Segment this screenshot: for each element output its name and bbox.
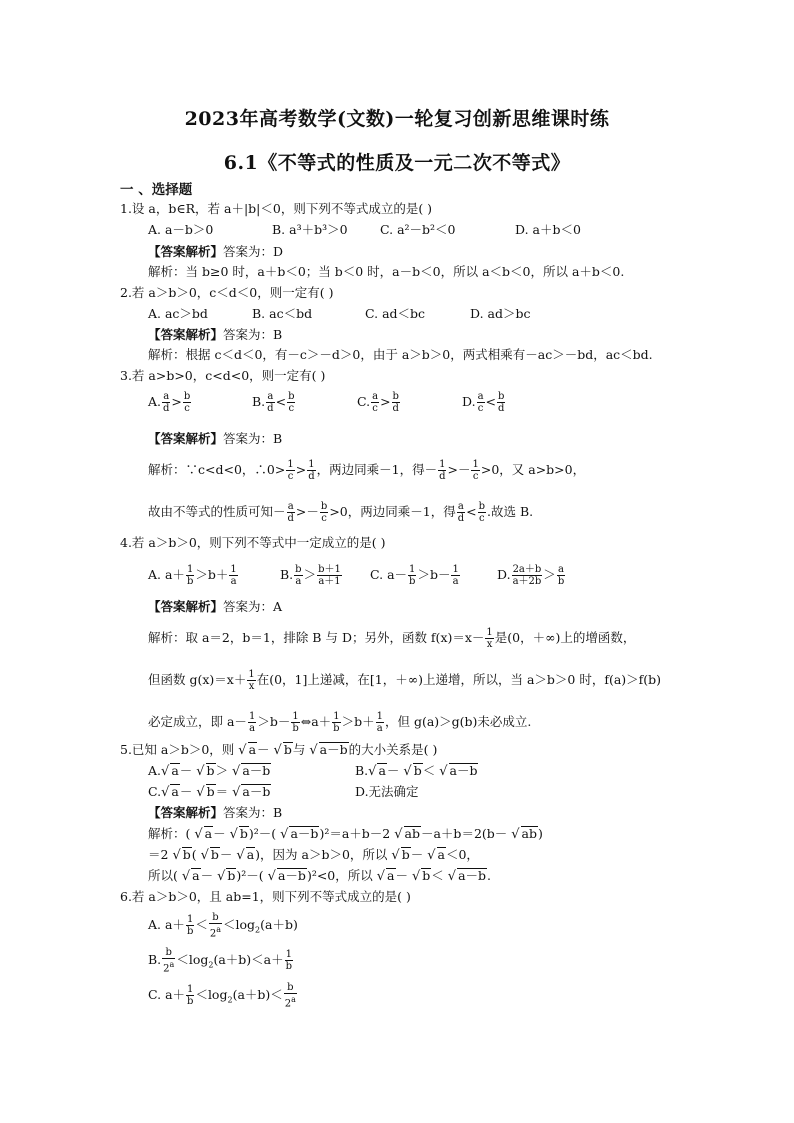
expl-text: >0，又 a>b>0， xyxy=(480,462,586,477)
q1-option-b: B. a³＋b³＞0 xyxy=(272,222,348,237)
q2-answer xyxy=(148,326,282,344)
expl-text: ，但 g(a)＞g(b)未必成立. xyxy=(384,714,532,729)
expl-text: .故选 B. xyxy=(487,504,534,519)
q5-explanation-line2: ＝2 √ b( √ b－ √ a)，因为 a＞b＞0，所以 √ b－ √ a＜0， xyxy=(148,847,479,863)
q4-answer xyxy=(148,598,282,616)
q3-answer xyxy=(148,430,282,448)
q1-option-c: C. a²－b²＜0 xyxy=(380,222,456,237)
stem-text: 5.已知 a＞b＞0，则 xyxy=(120,742,235,757)
q4-explanation-line3: 必定成立，即 a－ $\frac{1}{a}$ ＞b－ $\frac{1}{b}$ ⇔a＋ $\frac{1}{b}$ ＞b＋ $\frac{1}{a}$ ，但 g(a)＞g(b)未必成立. xyxy=(148,711,532,734)
expl-text: 在(0，1]上递减，在[1，＋∞)上递增，所以，当 a＞b＞0 时，f(a)＞f(b) xyxy=(256,672,662,687)
q4-option-b: B. $\frac{b}{a}$ ＞ $\frac{b+1}{a+1}$ xyxy=(280,564,341,587)
q4-explanation-line2: 但函数 g(x)＝x＋ $\frac{1}{x}$ 在(0，1]上递减，在[1，＋∞)上递增，所以，当 a＞b＞0 时，f(a)＞f(b) xyxy=(148,669,662,692)
expl-text: 解析：( xyxy=(148,826,191,841)
q2-option-c: C. ad＜bc xyxy=(365,306,426,321)
q1-stem: 1.设 a，b∈R，若 a＋|b|＜0，则下列不等式成立的是( ) xyxy=(120,201,433,216)
answer-label: 【答案解析】 xyxy=(148,805,224,820)
q3-option-c: C. $\frac{a}{c}$ > $\frac{b}{d}$ xyxy=(357,391,399,414)
answer-text: 答案为：B xyxy=(223,805,283,820)
q3-stem: 3.若 a>b>0，c<d<0，则一定有( ) xyxy=(120,368,326,383)
q1-option-a: A. a－b＞0 xyxy=(148,222,214,237)
page-subtitle: 6.1《不等式的性质及一元二次不等式》 xyxy=(223,152,571,174)
q6-stem: 6.若 a＞b＞0，且 ab=1，则下列不等式成立的是( ) xyxy=(120,889,411,904)
section-heading: 一 、选择题 xyxy=(120,182,193,198)
q3-option-b: B. $\frac{a}{d}$ < $\frac{b}{c}$ xyxy=(252,391,295,414)
q5-stem: 5.已知 a＞b＞0，则 √ a－ √ b与 √ a－b的大小关系是( ) xyxy=(120,742,438,758)
q4-stem: 4.若 a＞b＞0，则下列不等式中一定成立的是( ) xyxy=(120,535,386,550)
answer-text: 答案为：A xyxy=(223,599,283,614)
q2-option-b: B. ac＜bd xyxy=(252,306,313,321)
q4-option-a: A. a＋ $\frac{1}{b}$ ＞b＋ $\frac{1}{a}$ xyxy=(148,564,237,587)
q4-option-d: D. $\frac{2a+b}{a+2b}$ ＞ $\frac{a}{b}$ xyxy=(497,564,565,587)
expl-text: ，两边同乘－1，得－ xyxy=(316,462,438,477)
answer-text: 答案为：B xyxy=(223,327,283,342)
expl-text: ＝2 xyxy=(148,847,169,862)
expl-text: 解析：取 a＝2，b＝1，排除 B 与 D；另外，函数 f(x)＝x－ xyxy=(148,630,485,645)
q5-option-b: B.√ a－ √ b＜ √ a－b xyxy=(355,763,478,779)
q1-option-d: D. a＋b＜0 xyxy=(515,222,581,237)
q5-option-d: D.无法确定 xyxy=(355,784,419,799)
expl-text: 解析：∵c<d<0，∴0> xyxy=(148,462,286,477)
expl-text: 必定成立，即 a－ xyxy=(148,714,247,729)
answer-label: 【答案解析】 xyxy=(148,599,224,614)
q4-option-c: C. a－ $\frac{1}{b}$ ＞b－ $\frac{1}{a}$ xyxy=(370,564,459,587)
expl-text: 故由不等式的性质可知－ xyxy=(148,504,286,519)
q2-stem: 2.若 a＞b＞0，c＜d＜0，则一定有( ) xyxy=(120,285,334,300)
stem-text: 与 xyxy=(292,742,306,757)
q2-explanation: 解析：根据 c＜d＜0，有－c＞－d＞0，由于 a＞b＞0，两式相乘有－ac＞－bd，ac＜bd. xyxy=(148,347,653,362)
q3-explanation-line1: 解析：∵c<d<0，∴0> $\frac{1}{c}$ > $\frac{1}{d}$ ，两边同乘－1，得－ $\frac{1}{d}$ >－ $\frac{1}{c}$ >0，又 a>b>0， xyxy=(148,459,586,482)
q1-answer xyxy=(148,243,283,261)
q3-option-d: D. $\frac{a}{c}$ < $\frac{b}{d}$ xyxy=(462,391,505,414)
expl-text: 但函数 g(x)＝x＋ xyxy=(148,672,247,687)
page-title: 2023年高考数学(文数)一轮复习创新思维课时练 xyxy=(184,108,610,130)
q1-explanation: 解析：当 b≥0 时，a＋b＜0；当 b＜0 时，a－b＜0，所以 a＜b＜0，所以 a＋b＜0. xyxy=(148,264,625,279)
answer-label: 【答案解析】 xyxy=(148,431,224,446)
answer-text: 答案为：D xyxy=(223,244,284,259)
q5-option-c: C.√ a－ √ b＝ √ a－b xyxy=(148,784,271,800)
q6-option-a: A. a＋ $\frac{1}{b}$ ＜ $\frac{b}{2^a}$ $<\log_2(a+b)$ xyxy=(148,912,298,940)
q5-explanation-line3: 所以( √ a－ √ b)²－( √ a－b)²<0，所以 √ a－ √ b＜ √ a－b. xyxy=(148,868,492,884)
answer-text: 答案为：B xyxy=(223,431,283,446)
expl-text: 所以( xyxy=(148,868,178,883)
stem-text: 的大小关系是( ) xyxy=(348,742,438,757)
q2-option-a: A. ac＞bd xyxy=(148,306,208,321)
q5-answer xyxy=(148,804,282,822)
q5-option-a: A.√ a－ √ b＞ √ a－b xyxy=(148,763,271,779)
expl-text: <0，所以 xyxy=(316,868,373,883)
answer-label: 【答案解析】 xyxy=(148,244,224,259)
q2-option-d: D. ad＞bc xyxy=(470,306,531,321)
q5-explanation-line1: 解析：( √ a－ √ b)²－( √ a－b)²＝a＋b－2 √ ab－a＋b＝2(b－ √ ab) xyxy=(148,826,543,842)
q3-option-a: A. $\frac{a}{d}$ > $\frac{b}{c}$ xyxy=(148,391,191,414)
expl-text: >0，两边同乘－1，得 xyxy=(329,504,456,519)
q6-option-b: B. $\frac{b}{2^a}$ $<\log_2(a+b)<a+$ $\frac{1}{b}$ xyxy=(148,947,293,975)
expl-text: ，因为 a＞b＞0，所以 xyxy=(260,847,388,862)
q3-explanation-line2: 故由不等式的性质可知－ $\frac{a}{d}$ >－ $\frac{b}{c}$ >0，两边同乘－1，得 $\frac{a}{d}$ < $\frac{b}{c}$ .故选 B. xyxy=(148,501,534,524)
q6-option-c: C. a＋ $\frac{1}{b}$ $<\log_2(a+b)<$ $\frac{b}{2^a}$ xyxy=(148,982,296,1010)
answer-label: 【答案解析】 xyxy=(148,327,224,342)
q4-explanation-line1: 解析：取 a＝2，b＝1，排除 B 与 D；另外，函数 f(x)＝x－ $\frac{1}{x}$ 是(0，＋∞)上的增函数， xyxy=(148,627,636,650)
expl-text: 是(0，＋∞)上的增函数， xyxy=(494,630,636,645)
